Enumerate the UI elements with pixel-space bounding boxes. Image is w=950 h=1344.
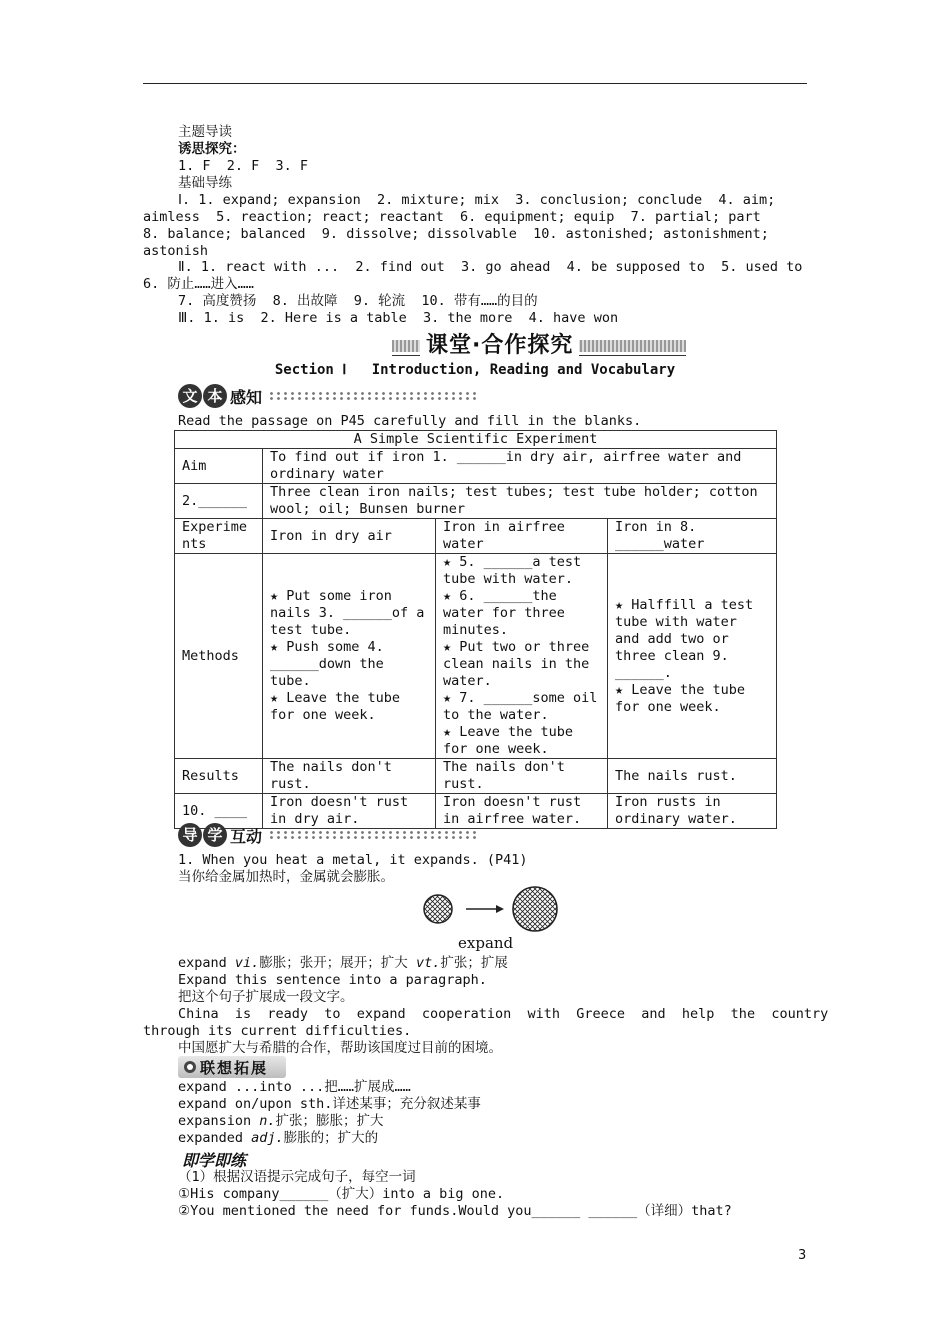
- heading-circle-2: 本: [203, 384, 227, 408]
- practice-q1b: ②You mentioned the need for funds.Would you______ ______（详细）that?: [178, 1203, 732, 1219]
- part3-line1: Ⅲ. 1. is 2. Here is a table 3. the more 4. have won: [178, 310, 619, 326]
- association-heading: [178, 1056, 286, 1078]
- example2-line2: through its current difficulties.: [143, 1023, 412, 1039]
- results-col3: The nails rust.: [608, 759, 777, 794]
- expand-diagram: [420, 884, 570, 932]
- methods-col3: ★ Halffill a test tube with water and add two or three clean 9. ______. ★ Leave the tube for one week.: [608, 554, 777, 759]
- row2-label: 2.______: [175, 484, 263, 519]
- class-banner: [392, 328, 686, 356]
- results-col2: The nails don't rust.: [436, 759, 608, 794]
- header-rule: [143, 83, 807, 84]
- instruction: Read the passage on P45 carefully and fill in the blanks.: [178, 413, 642, 429]
- part1-line4: astonish: [143, 243, 209, 259]
- experiment-table: [174, 430, 777, 829]
- part1-line3: 8. balance; balanced 9. dissolve; dissolvable 10. astonished; astonishment;: [143, 226, 769, 242]
- part1-line2: aimless 5. reaction; react; reactant 6. equipment; equip 7. partial; part: [143, 209, 761, 225]
- example1-cn: 把这个句子扩展成一段文字。: [178, 989, 354, 1005]
- example1: Expand this sentence into a paragraph.: [178, 972, 487, 988]
- text-perception-heading: [178, 384, 478, 410]
- banner-title: 课堂·合作探究: [420, 328, 579, 359]
- experiments-label: Experime nts: [175, 519, 263, 554]
- results-label: Results: [175, 759, 263, 794]
- example2-cn: 中国愿扩大与希腊的合作，帮助该国度过目前的困境。: [178, 1040, 502, 1056]
- assoc-line3: expansion n.扩张；膨胀；扩大: [178, 1113, 384, 1129]
- part2-line1: Ⅱ. 1. react with ... 2. find out 3. go ahead 4. be supposed to 5. used to: [178, 259, 803, 275]
- practice-q1a: ①His company______（扩大）into a big one.: [178, 1186, 505, 1202]
- row2-text: Three clean iron nails; test tubes; test tube holder; cotton wool; oil; Bunsen burner: [263, 484, 777, 519]
- heading-text: 感知: [230, 387, 263, 407]
- page-number: 3: [798, 1248, 807, 1263]
- figure-caption: expand: [458, 934, 514, 952]
- part2-line2: 6. 防止……进入……: [143, 276, 254, 292]
- part1-line1: Ⅰ. 1. expand; expansion 2. mixture; mix 3. conclusion; conclude 4. aim;: [178, 192, 776, 208]
- aim-text: To find out if iron 1. ______in dry air, airfree water and ordinary water: [263, 449, 777, 484]
- row10-col1: Iron doesn't rust in dry air.: [263, 794, 436, 829]
- section-title: Section Ⅰ Introduction, Reading and Vocabulary: [274, 362, 676, 378]
- vocab-sentence-cn: 当你给金属加热时，金属就会膨胀。: [178, 869, 394, 885]
- assoc-line1: expand ...into ...把……扩展成……: [178, 1079, 411, 1095]
- heading-circle-1: 导: [178, 823, 202, 847]
- theme-heading: 主题导读: [178, 124, 232, 140]
- methods-col2: ★ 5. ______a test tube with water. ★ 6. ______the water for three minutes. ★ Put two or three clean nails in the water. ★ 7. ______some oil to the water. ★ Leave the tube for one week.: [436, 554, 608, 759]
- heading-circle-2: 学: [203, 823, 227, 847]
- heading-text: 互动: [230, 826, 263, 846]
- row10-label: 10. ____: [175, 794, 263, 829]
- vocab-sentence: 1. When you heat a metal, it expands. (P41): [178, 852, 528, 868]
- explore-heading: 诱思探究：: [178, 141, 246, 157]
- heading-circle-1: 文: [178, 384, 202, 408]
- results-col1: The nails don't rust.: [263, 759, 436, 794]
- row10-col3: Iron rusts in ordinary water.: [608, 794, 777, 829]
- definition-line: expand vi.膨胀；张开；展开；扩大 vt.扩张；扩展: [178, 955, 508, 971]
- bullet-icon: [184, 1061, 196, 1073]
- assoc-line4: expanded adj.膨胀的；扩大的: [178, 1130, 379, 1146]
- heading-dots: [268, 391, 478, 401]
- expand-figure: [420, 884, 570, 954]
- basic-heading: 基础导练: [178, 175, 232, 191]
- heading-dots: [268, 830, 478, 840]
- example2-line1: China is ready to expand cooperation with Greece and help the country: [178, 1006, 829, 1022]
- part2-line3: 7. 高度赞扬 8. 出故障 9. 轮流 10. 带有……的目的: [178, 293, 538, 309]
- table-title: A Simple Scientific Experiment: [175, 431, 777, 449]
- association-heading-text: 联想拓展: [200, 1059, 269, 1077]
- exp-col1: Iron in dry air: [263, 519, 436, 554]
- practice-heading: 即学即练: [182, 1148, 246, 1171]
- guided-interaction-heading: [178, 823, 478, 849]
- exp-col2: Iron in airfree water: [436, 519, 608, 554]
- assoc-line2: expand on/upon sth.详述某事；充分叙述某事: [178, 1096, 481, 1112]
- large-circle: [513, 887, 557, 931]
- methods-col1: ★ Put some iron nails 3. ______of a test tube. ★ Push some 4. ______down the tube. ★ Leave the tube for one week.: [263, 554, 436, 759]
- aim-label: Aim: [175, 449, 263, 484]
- small-circle: [424, 895, 452, 923]
- exp-col3: Iron in 8. ______water: [608, 519, 777, 554]
- practice-q1: （1）根据汉语提示完成句子，每空一词: [178, 1169, 416, 1185]
- row10-col2: Iron doesn't rust in airfree water.: [436, 794, 608, 829]
- explore-answers: 1. F 2. F 3. F: [178, 158, 309, 174]
- methods-label: Methods: [175, 554, 263, 759]
- arrow-head: [496, 905, 504, 913]
